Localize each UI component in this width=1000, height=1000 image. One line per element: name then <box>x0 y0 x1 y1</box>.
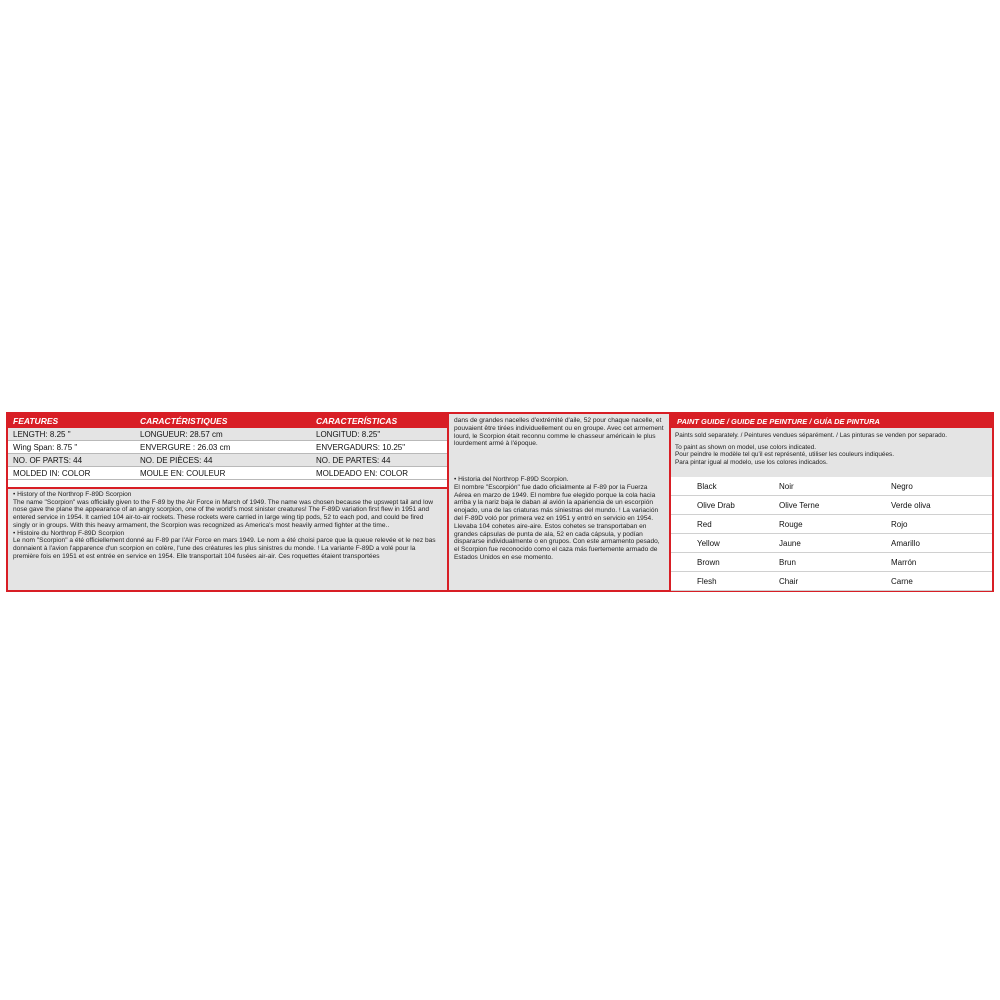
history-fr-title: • Histoire du Northrop F-89D Scorpion <box>13 529 125 537</box>
color-row-red <box>671 515 992 534</box>
feature-cell: ENVERGADURS: 10.25" <box>316 442 406 452</box>
color-name: Red <box>697 520 712 529</box>
feature-row-length <box>8 428 447 441</box>
paint-note-en: To paint as shown on model, use colors indicated. <box>675 443 817 451</box>
color-name: Olive Drab <box>697 501 735 510</box>
feature-cell: LENGTH: 8.25 " <box>13 429 71 439</box>
history-fr-cont-text: dans de grandes nacelles d'extrémité d'aile, 52 pour chaque nacelle, et pouvaient être tirées individuellement ou en groupe. Avec cet armement lourd, le Scorpion était reconnu comme le chasseur américain le plus lourdement armé à l'époque. <box>454 417 664 448</box>
feature-cell: NO. DE PIÈCES: 44 <box>140 455 213 465</box>
feature-cell: ENVERGURE : 26.03 cm <box>140 442 231 452</box>
history-section <box>8 487 447 590</box>
feature-row-molded <box>8 467 447 480</box>
color-row-brown <box>671 553 992 572</box>
paint-guide-title: PAINT GUIDE / GUIDE DE PEINTURE / GUÍA DE PINTURA <box>677 417 880 426</box>
paint-note-fr: Pour peindre le modèle tel qu'il est représenté, utiliser les couleurs indiquées. <box>675 451 894 459</box>
feature-cell: LONGITUD: 8.25" <box>316 429 381 439</box>
history-es <box>454 476 664 562</box>
features-header <box>8 414 447 428</box>
paint-notes <box>675 432 988 467</box>
color-name: Rouge <box>779 520 803 529</box>
history-es-text: El nombre "Escorpión" fue dado oficialmente al F-89 por la Fuerza Aérea en marzo de 1949. El nombre fue elegido porque la cola hacia arriba y la nariz baja le daban al avión la apariencia de un escorpión enojado, una de las criaturas más siniestras del mundo. ! La variación del F-89D voló por primera vez en 1951 y entró en servicio en 1954. Llevaba 104 cohetes aire-aire. Estos cohetes se transportaban en grandes cápsulas de punta de ala, 52 en cada cápsula, y podían dispararse individualmente o en grupos. Con este armamento pesado, el Scorpion fue reconocido como el caza más fuertemente armado de Estados Unidos en ese momento. <box>454 483 660 561</box>
history-en-text: The name "Scorpion" was officially given to the F-89 by the Air Force in March of 1949. The name was chosen because the upswept tail and low nose gave the plane the appearance of an angry scorpion, one of the world's most sinister creatures! The F-89D variation first flew in 1951 and entered service in 1954. It carried 104 air-to-air rockets. These rockets were carried in large wing tip pods, 52 to each pod, and could be fired singly or in groups. With this heavy armament, the Scorpion was recognized as America's most heavily armed fighter at the time.. <box>13 498 434 529</box>
history-fr-continued <box>454 417 664 448</box>
history-continued-panel <box>449 414 671 590</box>
color-name: Noir <box>779 482 794 491</box>
history-en-title: • History of the Northrop F-89D Scorpion <box>13 491 132 498</box>
history-es-title: • Historia del Northrop F-89D Scorpion. <box>454 476 569 483</box>
color-name: Verde oliva <box>891 501 931 510</box>
color-name: Yellow <box>697 539 720 548</box>
color-name: Rojo <box>891 520 908 529</box>
feature-cell: Wing Span: 8.75 " <box>13 442 78 452</box>
color-name: Black <box>697 482 717 491</box>
paint-note-sold-separately: Paints sold separately. / Peintures vendues séparément. / Las pinturas se venden por separado. <box>675 432 948 439</box>
paint-note-es: Para pintar igual al modelo, use los colores indicados. <box>675 459 828 467</box>
color-row-black <box>671 477 992 496</box>
color-name: Chair <box>779 577 799 586</box>
color-name: Flesh <box>697 577 717 586</box>
history-fr-text: Le nom "Scorpion" a été officiellement donné au F-89 par l'Air Force en mars 1949. Le nom a été choisi parce que la queue relevée et le nez bas donnaient à l'avion l'apparence d'un scorpion en colère, l'une des créatures les plus sinistres du monde. ! La variante F-89D a volé pour la première fois en 1951 et est entrée en service en 1954. Elle transportait 104 fusées air-air. Ces roquettes étaient transportées <box>13 537 436 560</box>
feature-cell: MOULE EN: COULEUR <box>140 468 226 478</box>
features-table <box>8 428 447 480</box>
color-name: Amarillo <box>891 539 920 548</box>
color-name: Marrón <box>891 558 917 567</box>
paint-guide-header <box>671 414 992 428</box>
feature-row-parts <box>8 454 447 467</box>
instruction-strip <box>6 412 994 592</box>
color-table <box>671 477 992 590</box>
features-header-es: CARACTERÍSTICAS <box>316 416 398 426</box>
color-name: Brown <box>697 558 720 567</box>
color-row-yellow <box>671 534 992 553</box>
feature-cell: MOLDED IN: COLOR <box>13 468 91 478</box>
feature-cell: LONGUEUR: 28.57 cm <box>140 429 223 439</box>
paint-guide-panel <box>671 414 992 590</box>
feature-cell: NO. OF PARTS: 44 <box>13 455 83 465</box>
features-panel <box>8 414 449 590</box>
feature-row-wingspan <box>8 441 447 454</box>
feature-cell: MOLDEADO EN: COLOR <box>316 468 409 478</box>
features-header-en: FEATURES <box>13 416 59 426</box>
features-header-fr: CARACTÉRISTIQUES <box>140 416 228 426</box>
color-name: Negro <box>891 482 913 491</box>
color-row-olive-drab <box>671 496 992 515</box>
color-name: Carne <box>891 577 913 586</box>
color-name: Brun <box>779 558 796 567</box>
color-name: Jaune <box>779 539 801 548</box>
color-name: Olive Terne <box>779 501 820 510</box>
color-row-flesh <box>671 572 992 591</box>
feature-cell: NO. DE PARTES: 44 <box>316 455 391 465</box>
